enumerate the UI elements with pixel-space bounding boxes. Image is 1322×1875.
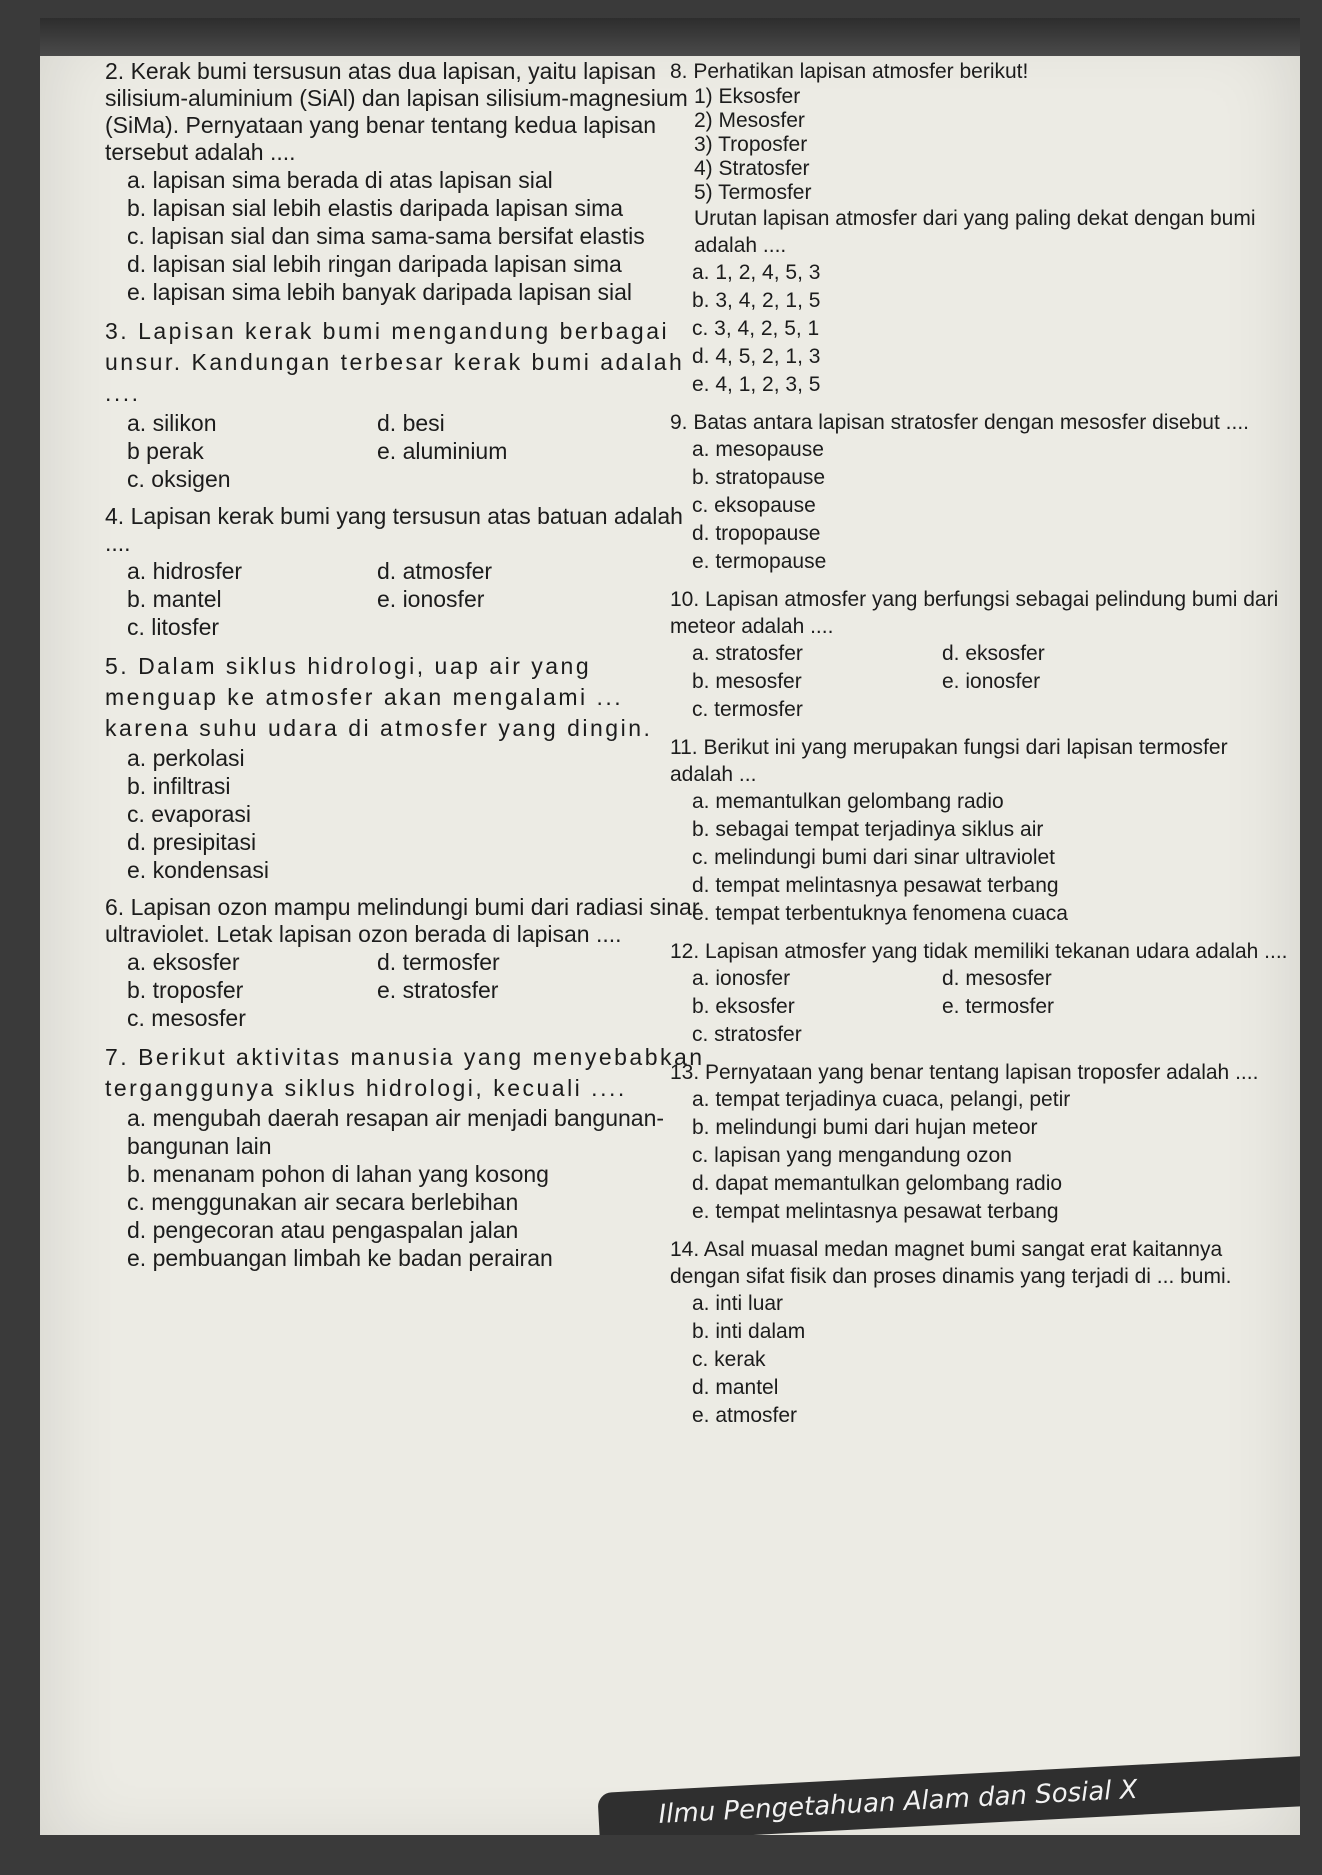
- question-10-option-e: e. ionosfer: [942, 670, 1041, 693]
- question-9: [670, 409, 1290, 576]
- question-8-option-c: c. 3, 4, 2, 5, 1: [692, 317, 820, 340]
- subject-footer-banner: [597, 1753, 1300, 1843]
- question-6-option-a: a. eksosfer: [127, 949, 240, 975]
- question-8-option-b: b. 3, 4, 2, 1, 5: [692, 289, 821, 312]
- question-7-option-e: e. pembuangan limbah ke badan perairan: [127, 1245, 553, 1271]
- left-column: [105, 58, 705, 1282]
- question-3-option-b: b perak: [127, 438, 204, 464]
- question-3: [105, 316, 705, 493]
- question-10-option-d: d. eksosfer: [942, 642, 1045, 665]
- question-7-stem: 7. Berikut aktivitas manusia yang menyebabkan terganggunya siklus hidrologi, kecuali ....: [105, 1044, 705, 1101]
- question-11-option-a: a. memantulkan gelombang radio: [692, 790, 1004, 813]
- question-8-stem: 8. Perhatikan lapisan atmosfer berikut!: [670, 60, 1029, 83]
- question-9-option-a: a. mesopause: [692, 438, 824, 461]
- question-13: [670, 1059, 1290, 1226]
- question-9-option-b: b. stratopause: [692, 466, 826, 489]
- question-12-stem: 12. Lapisan atmosfer yang tidak memiliki tekanan udara adalah ....: [670, 940, 1288, 963]
- question-6-options: [105, 948, 705, 1032]
- question-12: [670, 938, 1290, 1049]
- question-10-option-a: a. stratosfer: [692, 642, 803, 665]
- question-14: [670, 1236, 1290, 1430]
- question-3-stem: 3. Lapisan kerak bumi mengandung berbagai unsur. Kandungan terbesar kerak bumi adalah ....: [105, 318, 685, 406]
- question-3-option-d: d. besi: [377, 410, 445, 436]
- question-3-option-a: a. silikon: [127, 410, 217, 436]
- question-5-option-a: a. perkolasi: [127, 745, 245, 771]
- question-3-options: [105, 409, 705, 493]
- question-14-option-d: d. mantel: [692, 1376, 779, 1399]
- question-2: [105, 58, 705, 306]
- question-9-option-c: c. eksopause: [692, 494, 816, 517]
- question-7-option-a: a. mengubah daerah resapan air menjadi bangunan-bangunan lain: [127, 1105, 665, 1159]
- question-4-stem: 4. Lapisan kerak bumi yang tersusun atas batuan adalah ....: [105, 503, 683, 556]
- question-3-option-e: e. aluminium: [377, 438, 508, 464]
- question-13-option-a: a. tempat terjadinya cuaca, pelangi, petir: [692, 1088, 1071, 1111]
- question-11-option-c: c. melindungi bumi dari sinar ultraviolet: [692, 846, 1055, 869]
- question-2-stem: 2. Kerak bumi tersusun atas dua lapisan, yaitu lapisan silisium-aluminium (SiAl) dan lapisan silisium-magnesium (SiMa). Pernyataan yang benar tentang kedua lapisan tersebut adalah ....: [105, 58, 688, 165]
- question-10-option-b: b. mesosfer: [692, 670, 802, 693]
- question-7-option-d: d. pengecoran atau pengaspalan jalan: [127, 1217, 519, 1243]
- question-6-option-e: e. stratosfer: [377, 977, 499, 1003]
- question-12-option-a: a. ionosfer: [692, 967, 791, 990]
- bottom-edge: [0, 1835, 1322, 1875]
- question-5: [105, 651, 705, 884]
- top-binding-band: [40, 18, 1300, 56]
- question-14-stem: 14. Asal muasal medan magnet bumi sangat erat kaitannya dengan sifat fisik dan proses dinamis yang terjadi di ... bumi.: [670, 1238, 1232, 1288]
- question-11-option-b: b. sebagai tempat terjadinya siklus air: [692, 818, 1044, 841]
- question-13-stem: 13. Pernyataan yang benar tentang lapisan troposfer adalah ....: [670, 1061, 1259, 1084]
- question-8-item-2: 2) Mesosfer: [694, 109, 805, 132]
- question-13-option-c: c. lapisan yang mengandung ozon: [692, 1144, 1012, 1167]
- right-column: [670, 58, 1290, 1440]
- question-14-option-a: a. inti luar: [692, 1292, 784, 1315]
- question-8: [670, 58, 1290, 399]
- subject-title: Ilmu Pengetahuan Alam dan Sosial X: [657, 1774, 1139, 1830]
- question-5-option-d: d. presipitasi: [127, 829, 257, 855]
- question-6-stem: 6. Lapisan ozon mampu melindungi bumi dari radiasi sinar ultraviolet. Letak lapisan ozon berada di lapisan ....: [105, 894, 700, 947]
- question-12-option-c: c. stratosfer: [692, 1023, 802, 1046]
- question-5-option-c: c. evaporasi: [127, 801, 252, 827]
- question-12-option-d: d. mesosfer: [942, 967, 1052, 990]
- question-4-option-b: b. mantel: [127, 586, 222, 612]
- question-6: [105, 894, 705, 1032]
- question-8-item-1: 1) Eksosfer: [694, 85, 801, 108]
- question-7-option-b: b. menanam pohon di lahan yang kosong: [127, 1161, 549, 1187]
- question-8-stem-2: Urutan lapisan atmosfer dari yang paling dekat dengan bumi adalah ....: [694, 207, 1256, 257]
- question-10-option-c: c. termosfer: [692, 698, 803, 721]
- question-5-stem: 5. Dalam siklus hidrologi, uap air yang menguap ke atmosfer akan mengalami ... karena suhu udara di atmosfer yang dingin.: [105, 653, 653, 741]
- question-11-stem: 11. Berikut ini yang merupakan fungsi dari lapisan termosfer adalah ...: [670, 736, 1228, 786]
- question-10: [670, 586, 1290, 724]
- question-2-option-a: a. lapisan sima berada di atas lapisan sial: [127, 167, 553, 193]
- question-4-option-d: d. atmosfer: [377, 558, 493, 584]
- question-14-option-e: e. atmosfer: [692, 1404, 798, 1427]
- question-10-options: [670, 640, 1290, 724]
- worksheet-page: [40, 18, 1300, 1858]
- question-4-options: [105, 557, 705, 641]
- question-13-option-b: b. melindungi bumi dari hujan meteor: [692, 1116, 1038, 1139]
- question-2-option-b: b. lapisan sial lebih elastis daripada lapisan sima: [127, 195, 624, 221]
- question-4-option-a: a. hidrosfer: [127, 558, 243, 584]
- question-8-option-d: d. 4, 5, 2, 1, 3: [692, 345, 821, 368]
- question-9-option-d: d. tropopause: [692, 522, 821, 545]
- question-6-option-d: d. termosfer: [377, 949, 500, 975]
- question-14-option-c: c. kerak: [692, 1348, 766, 1371]
- question-4-option-e: e. ionosfer: [377, 586, 485, 612]
- question-7: [105, 1042, 705, 1272]
- question-8-item-4: 4) Stratosfer: [694, 157, 810, 180]
- question-13-option-d: d. dapat memantulkan gelombang radio: [692, 1172, 1063, 1195]
- question-12-options: [670, 965, 1290, 1049]
- question-4: [105, 503, 705, 641]
- question-2-option-e: e. lapisan sima lebih banyak daripada lapisan sial: [127, 279, 633, 305]
- question-6-option-c: c. mesosfer: [127, 1005, 246, 1031]
- question-5-option-b: b. infiltrasi: [127, 773, 231, 799]
- question-8-option-e: e. 4, 1, 2, 3, 5: [692, 373, 821, 396]
- question-8-item-5: 5) Termosfer: [694, 181, 812, 204]
- question-12-option-b: b. eksosfer: [692, 995, 795, 1018]
- question-9-stem: 9. Batas antara lapisan stratosfer dengan mesosfer disebut ....: [670, 411, 1249, 434]
- question-8-item-3: 3) Troposfer: [694, 133, 808, 156]
- question-3-option-c: c. oksigen: [127, 466, 231, 492]
- question-10-stem: 10. Lapisan atmosfer yang berfungsi sebagai pelindung bumi dari meteor adalah ....: [670, 588, 1279, 638]
- question-4-option-c: c. litosfer: [127, 614, 220, 640]
- question-2-option-d: d. lapisan sial lebih ringan daripada lapisan sima: [127, 251, 622, 277]
- question-13-option-e: e. tempat melintasnya pesawat terbang: [692, 1200, 1059, 1223]
- question-12-option-e: e. termosfer: [942, 995, 1055, 1018]
- question-6-option-b: b. troposfer: [127, 977, 244, 1003]
- question-5-option-e: e. kondensasi: [127, 857, 269, 883]
- question-11-option-d: d. tempat melintasnya pesawat terbang: [692, 874, 1059, 897]
- question-11-option-e: e. tempat terbentuknya fenomena cuaca: [692, 902, 1068, 925]
- question-8-option-a: a. 1, 2, 4, 5, 3: [692, 261, 821, 284]
- question-11: [670, 734, 1290, 928]
- question-7-option-c: c. menggunakan air secara berlebihan: [127, 1189, 519, 1215]
- question-9-option-e: e. termopause: [692, 550, 827, 573]
- question-14-option-b: b. inti dalam: [692, 1320, 806, 1343]
- question-2-option-c: c. lapisan sial dan sima sama-sama bersifat elastis: [127, 223, 645, 249]
